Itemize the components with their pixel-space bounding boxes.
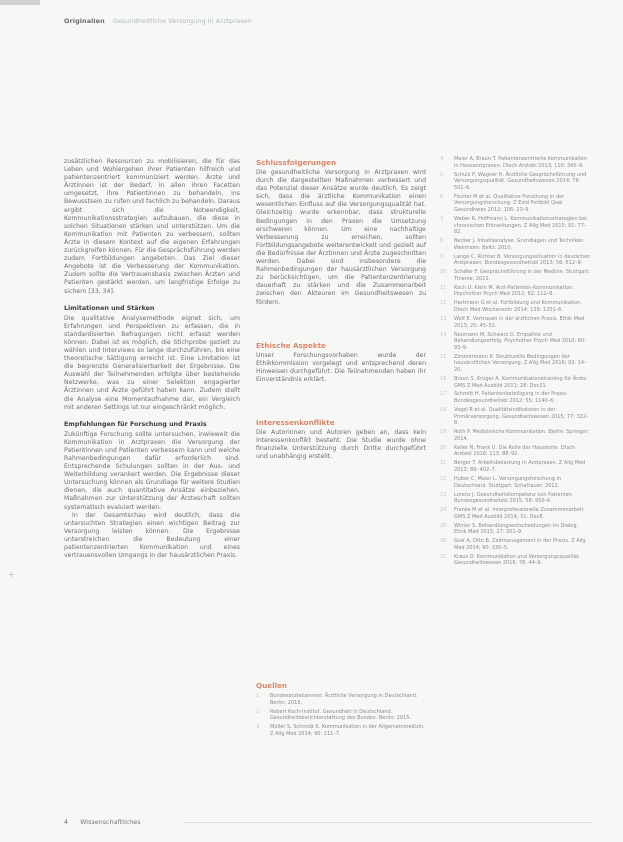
ethics-paragraph: Unser Forschungsvorhaben wurde der Ethikkommission vorgelegt und entsprechend deren Hinweisen durchgeführt. Die Teilnehmenden haben ihr Einverständnis erklärt. (256, 351, 426, 383)
reference-number: 7 (440, 215, 444, 222)
reference-number: 9 (440, 253, 444, 260)
reference-number: 4 (440, 156, 444, 162)
reference-text: Braun S, Krüger A. Kommunikationstraining für Ärzte. GMS Z Med Ausbild 2011; 28: Doc21. (454, 375, 588, 389)
reference-text: Wolf E. Vertrauen in der ärztlichen Praxis. Ethik Med 2013; 25: 45–52. (454, 315, 585, 329)
running-header (64, 17, 252, 25)
reference-number: 21 (440, 460, 447, 467)
header-section: Originalien (64, 17, 105, 25)
column-left (64, 158, 240, 560)
reference-number: 18 (440, 407, 447, 414)
heading-conflicts: Interessenkonflikte (256, 417, 335, 427)
spacer (256, 307, 426, 341)
reference-text: Schäfer F. Gesprächsführung in der Medizin. Stuttgart: Thieme; 2011. (454, 269, 591, 282)
journal-name: Wissenschaftliches (80, 818, 141, 826)
registration-mark (9, 572, 14, 577)
reference-text: Koch U, Klein M. Arzt-Patienten-Kommunikation. Psychother Psych Med 2012; 62: 112–8. (454, 284, 574, 298)
reference-text: Graf A, Otto B. Zeitmanagement in der Praxis. Z Allg Med 2014; 90: 330–5. (454, 538, 586, 551)
reference-number: 27 (440, 553, 447, 560)
heading-limitations: Limitationen und Stärken (64, 304, 155, 312)
closing-paragraph: In der Gesamtschau wird deutlich, dass die untersuchten Strategien einen wichtigen Beitrag zur Versorgung leisten können. Die Ergebnisse unterstreichen die Bedeutung einer patientenzentrierten Kommunikation und eines vertrauensvollen Umgangs in der hausärztlichen Praxis. (64, 511, 240, 560)
reference-number: 20 (440, 444, 447, 451)
reference-number: 15 (440, 353, 447, 360)
reference-item (440, 460, 592, 473)
reference-item (440, 391, 592, 404)
conflicts-paragraph: Die Autorinnen und Autoren geben an, dass kein Interessenkonflikt besteht. Die Studie wurde ohne finanzielle Unterstützung durch Dritte durchgeführt und unabhängig erstellt. (256, 428, 426, 461)
reference-number: 22 (440, 475, 447, 482)
reference-item (440, 476, 592, 489)
reference-text: Fischer M et al. Qualitative Forschung in der Versorgungsforschung. Z Evid Fortbild Qual Gesundhwes 2012; 106: 23–9. (454, 193, 565, 213)
recommendations-paragraph: Zukünftige Forschung sollte untersuchen, inwieweit die Kommunikation in Arztpraxen die Versorgung der Patientinnen und Patienten verbessern kann und welche Rahmenbedingungen dafür erforderlich sind. Entsprechende Schulungen sollten in der Aus- und Weiterbildung verankert werden. Die Ergebnisse dieser Untersuchung können als Grundlage für weitere Studien dienen, die auch quantitative Ansätze einbeziehen. Maßnahmen zur Unterstützung der Ärzteschaft sollten systematisch evaluiert werden. (64, 430, 240, 511)
reference-item (440, 538, 592, 551)
footer-rule (184, 822, 592, 823)
reference-item (440, 354, 592, 374)
reference-text: Weber R, Hoffmann L. Kommunikationsstrategien bei chronischen Erkrankungen. Z Allg Med 2015; 91: 77–82. (454, 215, 587, 236)
reference-item (440, 269, 592, 282)
heading-ethics: Ethische Aspekte (256, 340, 326, 350)
reference-item (440, 507, 592, 520)
reference-item (440, 156, 592, 169)
reference-item (440, 316, 592, 329)
heading-recommendations: Empfehlungen für Forschung und Praxis (64, 420, 207, 428)
reference-number: 24 (440, 507, 447, 514)
reference-item (440, 216, 592, 236)
reference-text: Vogel R et al. Qualitätsindikatoren in der Primärversorgung. Gesundheitswesen 2015; 77: 322–8. (454, 407, 589, 427)
list-item: 3 Müller S, Schmidt K. Kommunikation in der Allgemeinmedizin. Z Allg Med 2014; 90: 211–7. (256, 724, 425, 737)
sources-section (256, 681, 426, 740)
reference-item (440, 376, 592, 389)
heading-conclusions: Schlussfolgerungen (256, 158, 337, 167)
reference-text: Huber C, Maier L. Versorgungsforschung in Deutschland. Stuttgart: Schattauer; 2012. (454, 475, 562, 489)
list-item: 2 Robert Koch-Institut. Gesundheit in Deutschland. Gesundheitsberichterstattung des Bundes. Berlin; 2015. (256, 708, 411, 722)
reference-number: 23 (440, 491, 447, 498)
reference-item (440, 238, 592, 251)
reference-text: Zimmermann K. Strukturelle Bedingungen der hausärztlichen Versorgung. Z Allg Med 2016; 92: 14–20. (454, 353, 587, 373)
reference-number: 13 (440, 315, 447, 322)
reference-item (440, 445, 592, 458)
reference-item (440, 194, 592, 214)
reference-text: Roth P. Medizinische Kommunikation. Berlin: Springer; 2014. (454, 429, 590, 442)
sources-list (256, 693, 426, 737)
reference-number: 25 (440, 522, 447, 529)
reference-text: Kraus D. Kommunikation und Versorgungsqualität. Gesundheitswesen 2016; 78: 44–9. (454, 553, 581, 567)
column-middle (256, 158, 426, 461)
page-number: 4 (64, 818, 69, 826)
reference-text: Becker J. Inhaltsanalyse. Grundlagen und Techniken. Weinheim: Beltz; 2010. (454, 238, 585, 251)
reference-number: 26 (440, 538, 447, 545)
page-footer (64, 818, 592, 826)
reference-item (440, 492, 592, 505)
reference-item (440, 285, 592, 298)
reference-text: Keller N, Frank U. Die Rolle der Hausärzte. Dtsch Arztebl 2016; 113: 88–92. (454, 444, 576, 458)
reference-item (440, 332, 592, 352)
reference-item (440, 254, 592, 267)
reference-number: 11 (440, 284, 447, 291)
column-right-references (440, 156, 592, 569)
reference-text: Lorenz J. Gesundheitskompetenz von Patienten. Bundesgesundheitsbl 2015; 58: 950–6. (454, 491, 574, 505)
reference-item (440, 554, 592, 567)
reference-list (440, 156, 592, 567)
reference-item (440, 300, 592, 313)
intro-paragraph: zusätzlichen Ressourcen zu mobilisieren, die für das Leben und Wohlergehen ihrer Patienten hilfreich und patientenzentriert kommuniziert werden. Ärzte und Ärztinnen ist der Bedarf, in allen ihren Facetten umgesetzt, ihre Patientinnen zu behandeln, ins Bewusstsein zu rufen und fachlich zu behandeln. Daraus ergibt sich die Notwendigkeit, Kommunikationsstrategien aufzubauen, die diese in solchen Situationen stärken und unterstützen. Um die Kommunikation mit Patienten zu verbessern, sollten Ärzte in diesem Kontext auf die eigenen Erfahrungen zurückgreifen können. Für die Gesprächsführung werden zudem Fortbildungen angeboten. Das Ziel dieser Angebote ist die Verbesserung der Kommunikation. Zudem sollte die Vertrauensbasis zwischen Ärzten und Patienten gestärkt werden, um langfristige Erfolge zu sichern [33, 34]. (64, 158, 240, 295)
reference-number: 12 (440, 300, 447, 307)
reference-text: Meier A, Braun T. Patientenzentrierte Kommunikation in Hausarztpraxen. Dtsch Arztebl 2013; 110: 345–9. (454, 156, 587, 169)
reference-text: Schmitt H. Patientenbeteiligung in der Praxis. Bundesgesundheitsbl 2012; 55: 1140–6. (454, 391, 568, 405)
reference-item (440, 523, 592, 536)
list-item: 1 Bundesärztekammer. Ärztliche Versorgung in Deutschland. Berlin; 2015. (256, 693, 418, 706)
reference-text: Franke M et al. Interprofessionelle Zusammenarbeit. GMS Z Med Ausbild 2014; 31: Doc8. (454, 507, 586, 520)
spacer (256, 384, 426, 418)
reference-item (440, 172, 592, 192)
header-subtitle: Gesundheitliche Versorgung in Arztpraxen (112, 17, 252, 25)
reference-number: 19 (440, 429, 447, 436)
conclusions-paragraph: Die gesundheitliche Versorgung in Arztpraxen wird durch die dargestellten Maßnahmen verbessert und das Potenzial dieser Ansätze wurde deutlich. Es zeigt sich, dass die ärztliche Kommunikation einen wesentlichen Einfluss auf die Versorgungsqualität hat. Gleichzeitig wurde erkennbar, dass strukturelle Bedingungen in den Praxen die Umsetzung erschweren können. Um eine nachhaltige Verbesserung zu erreichen, sollten Fortbildungsangebote weiterentwickelt und gezielt auf die Bedürfnisse der Ärztinnen und Ärzte zugeschnitten werden. Dabei sind insbesondere die Rahmenbedingungen der hausärztlichen Versorgung zu berücksichtigen, um die Patientenzentrierung dauerhaft zu stärken und die Zusammenarbeit zwischen den Akteuren im Gesundheitswesen zu fördern. (256, 169, 426, 306)
reference-number: 16 (440, 375, 447, 382)
reference-text: Neumann M, Schwarz D. Empathie und Behandlungserfolg. Psychother Psych Med 2010; 60: 93–9. (454, 331, 586, 351)
reference-text: Berger T. Arbeitsbelastung in Arztpraxen. Z Allg Med 2013; 89: 402–7. (454, 460, 586, 473)
limitations-paragraph: Die qualitative Analysemethode eignet sich, um Erfahrungen und Perspektiven zu erfassen, die in standardisierten Befragungen nicht erfasst werden können. Dabei ist es möglich, die Stichprobe gezielt zu wählen und Interviews so lange durchzuführen, bis eine theoretische Sättigung erreicht ist. Eine Limitation ist die begrenzte Generalisierbarkeit der Ergebnisse. Die Auswahl der Teilnehmenden erfolgte über bestehende Netzwerke, was zu einer Selektion engagierter Ärztinnen und Ärzte geführt haben kann. Zudem stellt die Analyse eine Momentaufnahme dar, ein Vergleich mit anderen Settings ist nur eingeschränkt möglich. (64, 314, 240, 411)
crop-mark (0, 0, 40, 5)
heading-sources: Quellen (256, 681, 288, 690)
reference-text: Schulz P, Wagner H. Ärztliche Gesprächsführung und Versorgungsqualität. Gesundheitswesen 2014; 76: 501–6. (454, 171, 587, 191)
reference-number: 5 (440, 171, 444, 178)
reference-number: 17 (440, 391, 447, 398)
reference-number: 14 (440, 331, 447, 338)
reference-item (440, 429, 592, 442)
reference-text: Hartmann G et al. Fortbildung und Kommunikation. Dtsch Med Wochenschr 2014; 139: 1201–6. (454, 300, 583, 313)
reference-text: Winter S. Behandlungsentscheidungen im Dialog. Ethik Med 2015; 27: 201–9. (454, 522, 579, 536)
reference-number: 6 (440, 193, 444, 200)
reference-number: 8 (440, 238, 444, 245)
reference-item (440, 407, 592, 427)
reference-text: Lange C, Richter B. Versorgungssituation in deutschen Arztpraxen. Bundesgesundheitsbl 2013; 56: 612–9. (454, 253, 591, 267)
reference-number: 10 (440, 269, 447, 276)
